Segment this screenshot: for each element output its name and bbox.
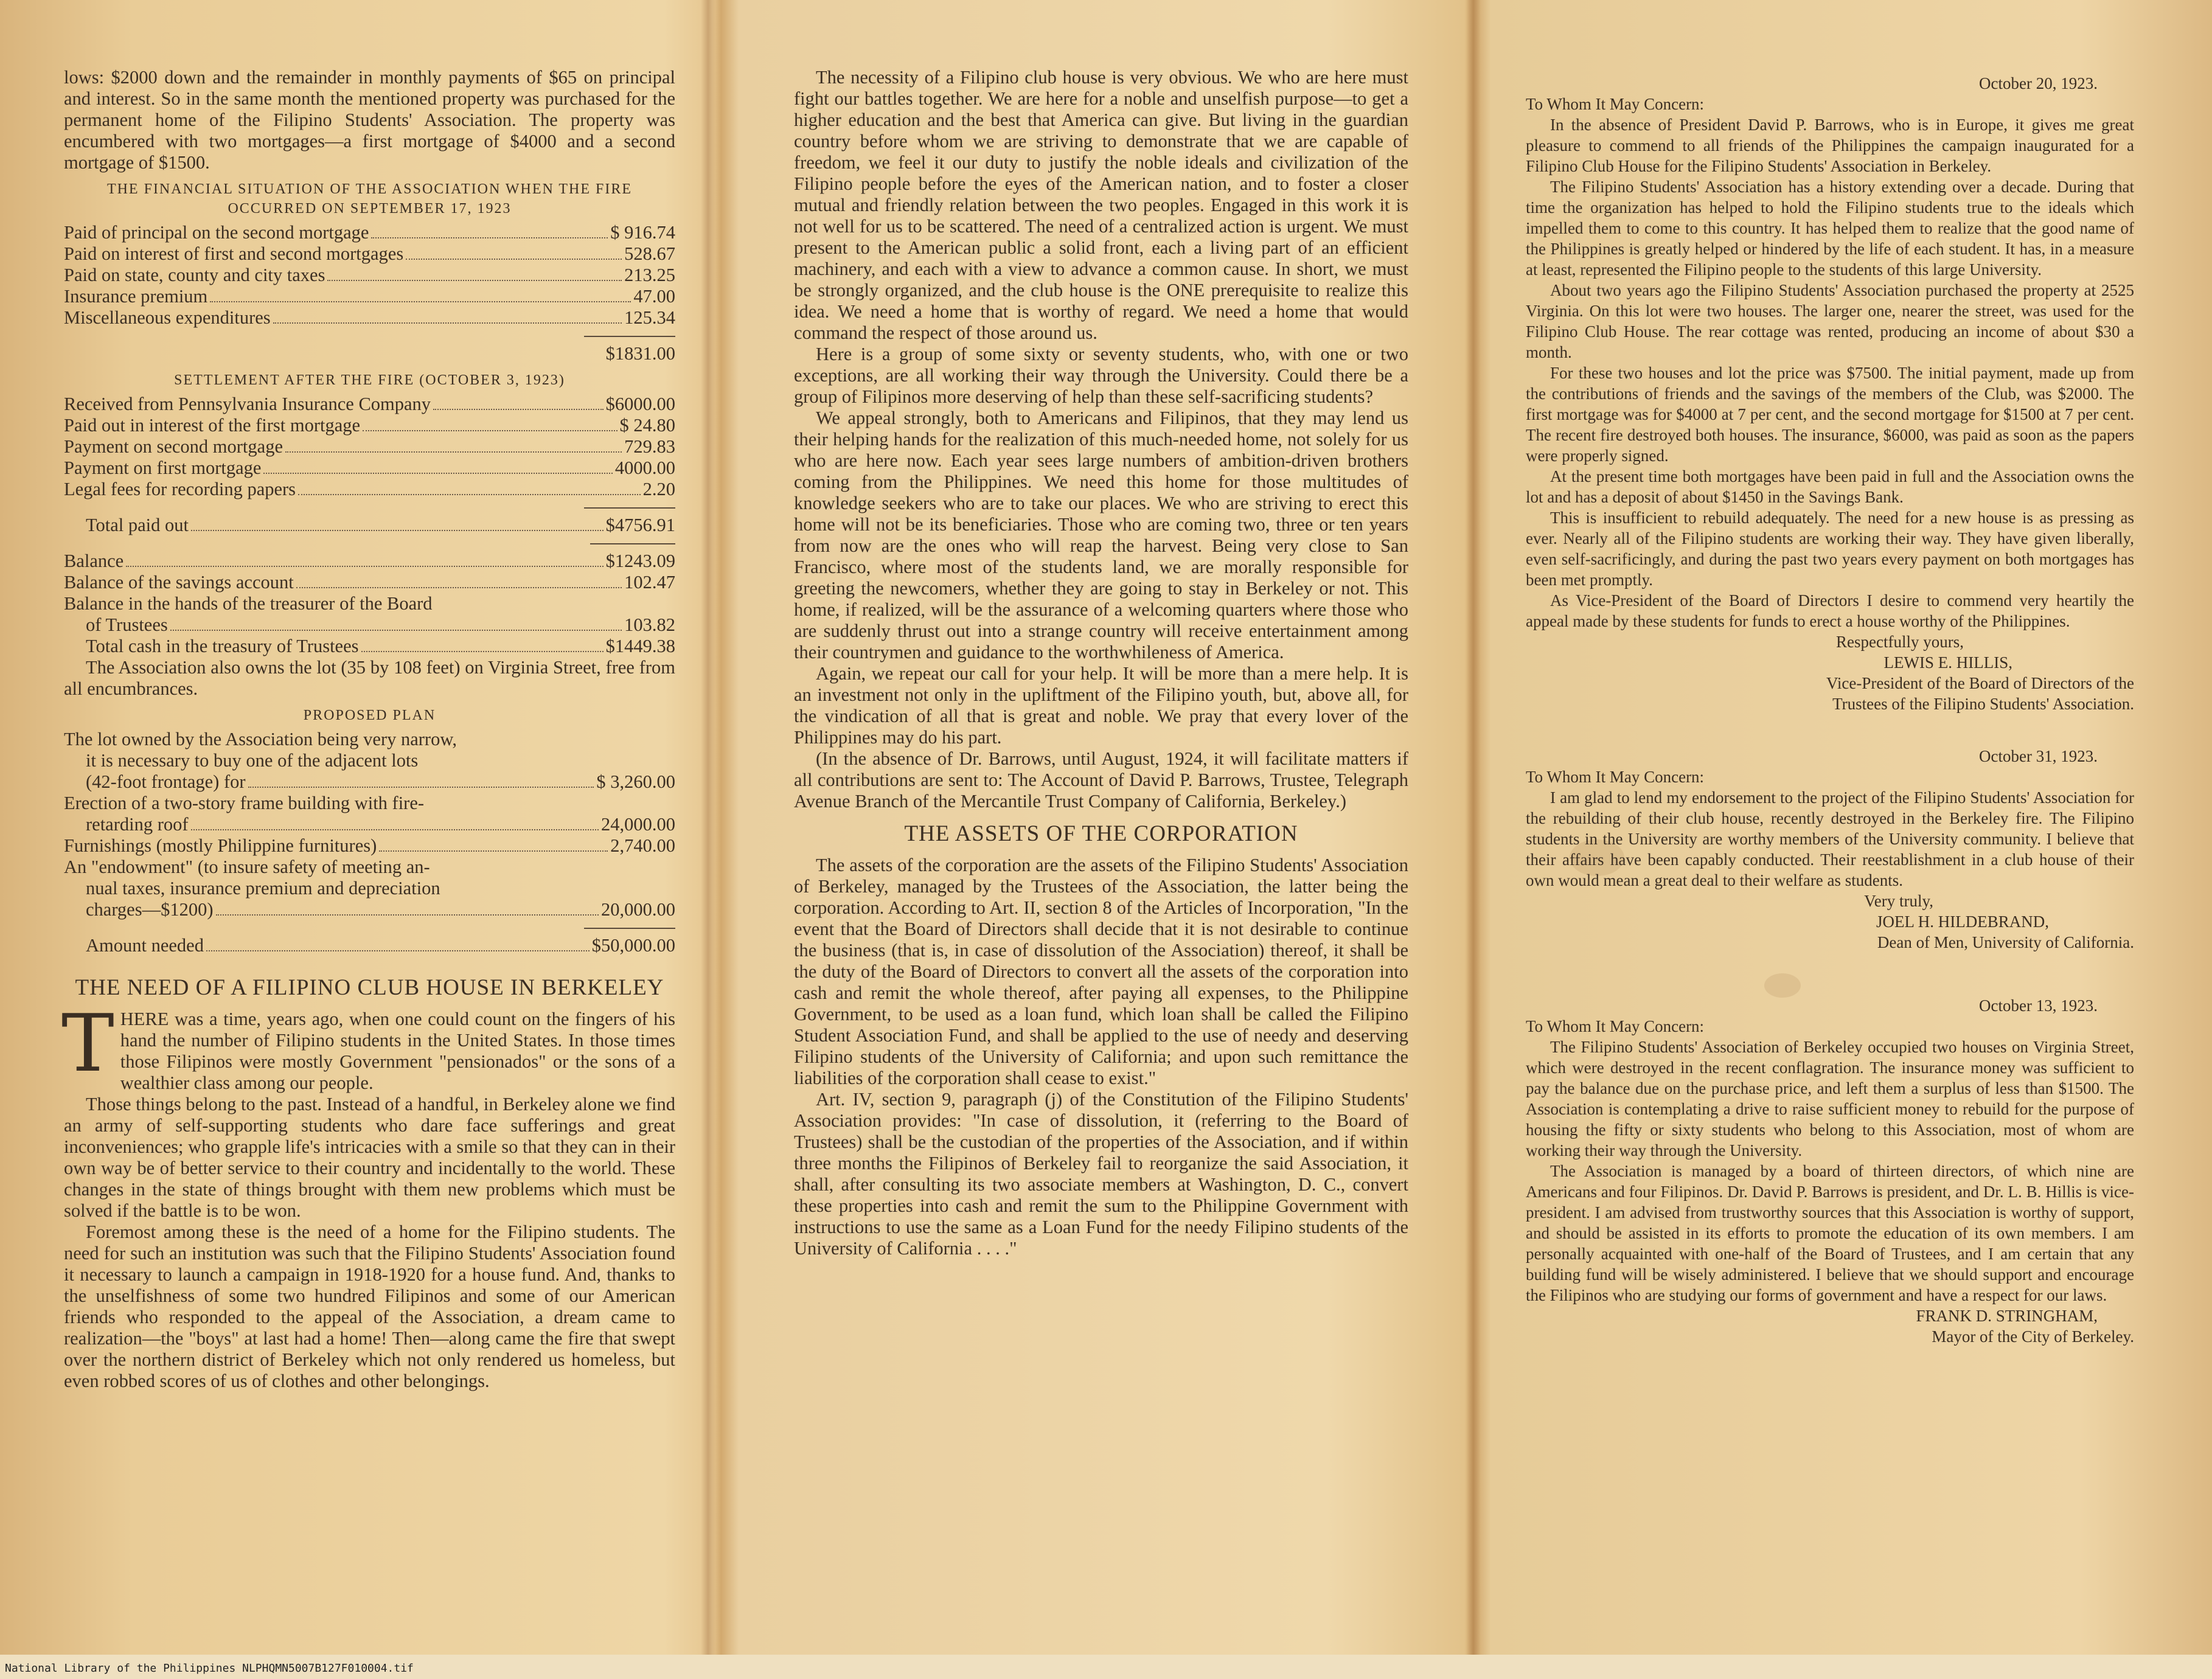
letter-1-body bbox=[1526, 114, 2134, 631]
row-label: Total cash in the treasury of Trustees bbox=[86, 636, 359, 656]
middle-paragraph-2: Here is a group of some sixty or seventy students, who, with one or two exceptions, are all working their way through the University. Could there be a group of Filipinos more deserving of help than these self-sacrificing students? bbox=[794, 344, 1408, 407]
row-label: retarding roof bbox=[86, 814, 189, 835]
letter-1-closing: Respectfully yours, bbox=[1836, 633, 1964, 651]
row-amount: 4000.00 bbox=[614, 457, 675, 478]
total-rule bbox=[584, 928, 675, 929]
letter-paragraph: The Association is managed by a board of thirteen directors, of which nine are Americans and four Filipinos. Dr. David P. Barrows is president, and Dr. L. B. Hillis is vice-president. I am advised from trustworthy sources that this Association is worthy of support, and should be assisted in its efforts to promote the education of its own members. I am personally acquainted with one-half of the Board of Trustees, and I am certain that any building fund will be wisely administered. I believe that we should support and encourage the Filipinos who are studying our forms of government and have a respect for our laws. bbox=[1526, 1162, 2134, 1304]
row-amount: $1449.38 bbox=[605, 636, 675, 656]
letter-1-title-1: Vice-President of the Board of Directors of the bbox=[1826, 674, 2134, 692]
leader-dots bbox=[379, 850, 608, 852]
row-amount: 20,000.00 bbox=[601, 899, 675, 920]
leader-dots bbox=[210, 301, 631, 302]
table-row bbox=[64, 857, 675, 878]
archive-footer: National Library of the Philippines NLPHQMN5007B127F010004.tif bbox=[5, 1662, 414, 1675]
middle-paragraph-1: The necessity of a Filipino club house is very obvious. We who are here must fight our battles together. We are here for a noble and unselfish purpose—to get a higher education and the best that America can give. But living in the guardian country before whom we are striving to demonstrate that we are capable of freedom, we feel it our duty to justify the noble ideals and civilization of the Filipino people before the eyes of the American nation, and to foster a closer mutual and friendly relation between the two peoples. Engaged in this work it is not well for us to be scattered. The need of a centralized action is urgent. We must present to the American public a solid front, each a living part of an efficient machinery, and each with a view to advance a common cause. In short, we must be strongly organized, and the club house is the ONE prerequisite to realize this idea. We need a home that is worthy of regard. We need a home that would command the respect of those around us. bbox=[794, 67, 1408, 343]
need-paragraph-1-text: HERE was a time, years ago, when one could count on the fingers of his hand the number of Filipino students in the United States. In those times those Filipinos were mostly Government "pensionados" or the sons of a wealthier class among our people. bbox=[120, 1009, 675, 1093]
letter-2-title: Dean of Men, University of California. bbox=[1877, 933, 2134, 951]
row-amount: $1243.09 bbox=[605, 551, 675, 571]
fold-crease-left bbox=[701, 0, 715, 1655]
row-label: it is necessary to buy one of the adjacent lots bbox=[86, 750, 419, 771]
letter-2-date: October 31, 1923. bbox=[1979, 747, 2098, 765]
leader-dots bbox=[191, 829, 599, 830]
row-amount: 729.83 bbox=[624, 436, 675, 457]
settlement-table bbox=[64, 394, 675, 500]
row-label: Paid out in interest of the first mortgage bbox=[64, 415, 361, 436]
row-amount: 213.25 bbox=[624, 265, 675, 285]
letter-paragraph: As Vice-President of the Board of Directors I desire to commend very heartily the appeal made by these students for funds to erect a house worthy of the Philippines. bbox=[1526, 591, 2134, 630]
assets-paragraph-1: The assets of the corporation are the assets of the Filipino Students' Association of Berkeley, managed by the Trustees of the Association, the latter being the corporation. According to Art. II, section 8 of the Articles of Incorporation, "In the event that the Board of Directors shall decide that it is not desirable to continue the business (that is, in case of dissolution of the Association) thereof, it shall be the duty of the Board of Directors to convert all the assets of the corporation into cash and remit the whole thereof, after paying all expenses, to the Philippine Government, to be used as a loan fund, which loan shall be called the Filipino Student Association Fund, and shall be applied to the use of needy and deserving Filipino students of the University of California; and upon such remittance the liabilities of the corporation shall cease to exist." bbox=[794, 855, 1408, 1088]
letter-2-signatory: JOEL H. HILDEBRAND, bbox=[1876, 912, 2049, 931]
letter-3-body bbox=[1526, 1037, 2134, 1305]
need-paragraph-1 bbox=[61, 997, 675, 1094]
financial-heading: THE FINANCIAL SITUATION OF THE ASSOCIATION WHEN THE FIRE OCCURRED ON SEPTEMBER 17, 1923 bbox=[106, 181, 633, 217]
table-row bbox=[64, 899, 675, 920]
row-label: Legal fees for recording papers bbox=[64, 479, 296, 499]
row-label: nual taxes, insurance premium and depreciation bbox=[86, 878, 440, 899]
fold-crease-right bbox=[1466, 0, 1481, 1655]
letter-3-signatory: FRANK D. STRINGHAM, bbox=[1916, 1307, 2098, 1325]
balance-table bbox=[64, 551, 675, 657]
total-rule bbox=[584, 336, 675, 337]
table-row bbox=[64, 793, 675, 814]
row-label: Paid on interest of first and second mortgages bbox=[64, 243, 404, 264]
table-row bbox=[64, 814, 675, 835]
table-row bbox=[64, 750, 675, 771]
table-row bbox=[64, 614, 675, 636]
table-row bbox=[64, 479, 675, 500]
table-row bbox=[64, 457, 675, 479]
leader-dots bbox=[170, 630, 622, 631]
middle-paragraph-3: We appeal strongly, both to Americans and Filipinos, that they may lend us their helping hands for the realization of this much-needed home, not solely for us who are here now. Each year sees large numbers of ambition-driven brothers coming from the Philippines. We need this home for those multitudes of knowledge seekers who are to take our places. We who are striving to erect this home will not be its beneficiaries. Those who are coming two, three or ten years from now are the ones who will reap the harvest. Being very close to San Francisco, where most of the students land, we are morally responsible for greeting the newcomers, whether they are going to stay in Berkeley or not. This home, if realized, will be the assurance of a welcoming quarters where those who are suddenly thrust out into a strange country will receive entertainment among their countrymen and guidance to the worthwhileness of America. bbox=[794, 408, 1408, 662]
plan-table bbox=[64, 729, 675, 920]
row-label: Insurance premium bbox=[64, 286, 208, 307]
row-amount: 528.67 bbox=[624, 243, 675, 264]
letter-3-date: October 13, 1923. bbox=[1979, 996, 2098, 1015]
table-row bbox=[64, 729, 675, 750]
column-middle bbox=[794, 67, 1408, 1259]
assets-heading: THE ASSETS OF THE CORPORATION bbox=[904, 821, 1298, 846]
leader-dots bbox=[248, 787, 594, 788]
letter-3-title: Mayor of the City of Berkeley. bbox=[1932, 1327, 2134, 1346]
table-row bbox=[64, 222, 675, 243]
row-amount: 102.47 bbox=[624, 572, 675, 593]
table-row bbox=[64, 636, 675, 657]
row-amount: 2.20 bbox=[642, 479, 675, 499]
row-label: Paid on state, county and city taxes bbox=[64, 265, 325, 285]
letter-2-closing: Very truly, bbox=[1864, 892, 1933, 910]
table-row bbox=[64, 593, 675, 614]
leader-dots bbox=[285, 451, 622, 453]
assets-paragraph-2: Art. IV, section 9, paragraph (j) of the Constitution of the Filipino Students' Association provides: "In case of dissolution, it (referring to the Board of Trustees) shall be the custodian of the properties of the Association, and if within three months the Filipinos of Berkeley fail to reorganize the said Association, it shall, after consulting its two associate members at Washington, D. C., convert these properties into cash and remit the sum to the Philippine Government with instructions to use the same as a Loan Fund for the needy Filipino students of the University of California . . . ." bbox=[794, 1089, 1408, 1259]
table-row bbox=[64, 307, 675, 328]
table-row bbox=[64, 551, 675, 572]
column-right bbox=[1526, 73, 2134, 1347]
settlement-heading: SETTLEMENT AFTER THE FIRE (OCTOBER 3, 1923) bbox=[174, 372, 565, 388]
letter-paragraph: I am glad to lend my endorsement to the project of the Filipino Students' Association for the rebuilding of their club house, recently destroyed in the Berkeley fire. The Filipino students in the University are worthy members of the University community. I believe that their affairs have been capably conducted. Their reestablishment in a club house of their own would mean a great deal to their welfare as students. bbox=[1526, 788, 2134, 889]
table-row bbox=[64, 835, 675, 857]
middle-paragraph-4: Again, we repeat our call for your help. It will be more than a mere help. It is an investment not only in the upliftment of the Filipino youth, but, above all, for the vindication of all that is great and noble. We pray that every lover of the Philippines may do his part. bbox=[794, 663, 1408, 748]
row-amount: $ 3,260.00 bbox=[596, 771, 675, 792]
row-label: Payment on second mortgage bbox=[64, 436, 283, 457]
row-label: of Trustees bbox=[86, 614, 168, 635]
letter-1-date: October 20, 1923. bbox=[1979, 74, 2098, 92]
table-row bbox=[64, 243, 675, 265]
row-label: Erection of a two-story frame building with fire- bbox=[64, 793, 425, 813]
row-label: Miscellaneous expenditures bbox=[64, 307, 271, 328]
row-amount: $ 24.80 bbox=[619, 415, 675, 436]
leader-dots bbox=[406, 259, 622, 260]
total-rule bbox=[584, 507, 675, 509]
letter-paragraph: The Filipino Students' Association has a history extending over a decade. During that time the organization has helped to hold the Filipino students true to the ideals which impelled them to come to this country. It has helped them to realize that the good name of the Philippines is greatly helped or hindered by the life of each student. It has, in a measure at least, represented the Filipino people to the students of this large University. bbox=[1526, 178, 2134, 279]
lot-note: The Association also owns the lot (35 by 108 feet) on Virginia Street, free from all encumbrances. bbox=[64, 657, 675, 699]
leader-dots bbox=[361, 651, 603, 652]
letter-1-salutation: To Whom It May Concern: bbox=[1526, 95, 1705, 113]
letter-1-title-2: Trustees of the Filipino Students' Association. bbox=[1832, 695, 2134, 713]
financial-total: $1831.00 bbox=[605, 343, 675, 364]
table-row bbox=[64, 286, 675, 307]
total-paid-row bbox=[64, 515, 675, 536]
letter-paragraph: For these two houses and lot the price was $7500. The initial payment, made up from the contributions of friends and the savings of the members of the Club, was $2000. The first mortgage was for $4000 at 7 per cent, and the second mortgage for $1500 at 7 per cent. The recent fire destroyed both houses. The insurance, $6000, was paid as soon as the papers were properly signed. bbox=[1526, 364, 2134, 465]
letter-paragraph: About two years ago the Filipino Students' Association purchased the property at 2525 Virginia. On this lot were two houses. The larger one, nearer the street, was used for the Filipino Club House. The rear cottage was rented, producing an income of about $30 a month. bbox=[1526, 281, 2134, 361]
column-left bbox=[61, 67, 675, 1392]
leader-dots bbox=[327, 280, 622, 281]
amount-needed-row bbox=[64, 935, 675, 956]
row-label: Furnishings (mostly Philippine furnitures) bbox=[64, 835, 377, 856]
row-label: Balance of the savings account bbox=[64, 572, 294, 593]
leader-dots bbox=[191, 530, 603, 531]
table-row bbox=[64, 265, 675, 286]
leader-dots bbox=[296, 587, 622, 588]
table-row bbox=[64, 394, 675, 415]
letter-paragraph: This is insufficient to rebuild adequately. The need for a new house is as pressing as ever. Nearly all of the Filipino students are working their way. They have given liberally, even self-sacrificingly, and during the past two years every payment on both mortgages has been met promptly. bbox=[1526, 509, 2134, 589]
row-amount: 47.00 bbox=[633, 286, 675, 307]
row-amount: $ 916.74 bbox=[610, 222, 675, 243]
row-amount: $6000.00 bbox=[605, 394, 675, 414]
leader-dots bbox=[126, 566, 603, 567]
letter-2-body bbox=[1526, 787, 2134, 891]
leader-dots bbox=[263, 473, 612, 474]
row-label: Received from Pennsylvania Insurance Company bbox=[64, 394, 431, 414]
leader-dots bbox=[371, 237, 608, 238]
table-row bbox=[64, 771, 675, 793]
intro-paragraph: lows: $2000 down and the remainder in monthly payments of $65 on principal and interest. So in the same month the mentioned property was purchased for the permanent home of the Filipino Students' Association. The property was encumbered with two mortgages—a first mortgage of $4000 and a second mortgage of $1500. bbox=[64, 67, 675, 173]
leader-dots bbox=[363, 430, 617, 431]
row-amount: 103.82 bbox=[624, 614, 675, 635]
row-amount: 24,000.00 bbox=[601, 814, 675, 835]
row-amount: 125.34 bbox=[624, 307, 675, 328]
table-row bbox=[64, 878, 675, 899]
amount-needed-label: Amount needed bbox=[86, 935, 204, 956]
total-paid-label: Total paid out bbox=[86, 515, 189, 535]
row-label: The lot owned by the Association being very narrow, bbox=[64, 729, 457, 749]
row-label: Paid of principal on the second mortgage bbox=[64, 222, 369, 243]
row-amount: 2,740.00 bbox=[610, 835, 675, 856]
row-label: Balance bbox=[64, 551, 124, 571]
amount-needed-value: $50,000.00 bbox=[591, 935, 675, 956]
letter-paragraph: At the present time both mortgages have been paid in full and the Association owns the lot and has a deposit of about $1450 in the Savings Bank. bbox=[1526, 467, 2134, 506]
row-label: Balance in the hands of the treasurer of the Board bbox=[64, 593, 433, 614]
letter-3-salutation: To Whom It May Concern: bbox=[1526, 1017, 1705, 1035]
leader-dots bbox=[216, 914, 599, 916]
need-heading: THE NEED OF A FILIPINO CLUB HOUSE IN BERKELEY bbox=[75, 975, 664, 1000]
total-rule bbox=[590, 543, 675, 544]
financial-table bbox=[64, 222, 675, 328]
total-paid-amount: $4756.91 bbox=[605, 515, 675, 535]
letter-paragraph: In the absence of President David P. Barrows, who is in Europe, it gives me great pleasure to commend to all friends of the Philippines the campaign inaugurated for a Filipino Club House for the Filipino Students' Association in Berkeley. bbox=[1526, 116, 2134, 175]
letter-paragraph: The Filipino Students' Association of Berkeley occupied two houses on Virginia Street, which were destroyed in the recent conflagration. The insurance money was sufficient to pay the balance due on the purchase price, and left them a surplus of less than $1500. The Association is contemplating a drive to raise sufficient money to rebuild for the purpose of housing the fifty or sixty students who belong to this Association, most of whom are working their way through the University. bbox=[1526, 1038, 2134, 1159]
table-row bbox=[64, 572, 675, 593]
table-row bbox=[64, 436, 675, 457]
middle-paragraph-5: (In the absence of Dr. Barrows, until August, 1924, it will facilitate matters if all contributions are sent to: The Account of David P. Barrows, Trustee, Telegraph Avenue Branch of the Mercantile Trust Company of California, Berkeley.) bbox=[794, 748, 1408, 812]
row-label: An "endowment" (to insure safety of meeting an- bbox=[64, 857, 430, 877]
letter-1-signatory: LEWIS E. HILLIS, bbox=[1883, 653, 2012, 672]
leader-dots bbox=[273, 322, 622, 324]
letter-2-salutation: To Whom It May Concern: bbox=[1526, 768, 1705, 786]
need-paragraph-3: Foremost among these is the need of a home for the Filipino students. The need for such an institution was such that the Filipino Students' Association found it necessary to launch a campaign in 1918-1920 for a house fund. And, thanks to the unselfishness of some two hundred Filipinos and some of our American friends who responded to the appeal of the Association, a dream came to realization—the "boys" at last had a home! Then—along came the fire that swept over the northern district of Berkeley which not only rendered us homeless, but even robbed scores of us of clothes and other belongings. bbox=[64, 1222, 675, 1391]
financial-total-row bbox=[64, 343, 675, 364]
plan-heading: PROPOSED PLAN bbox=[303, 707, 436, 723]
leader-dots bbox=[206, 950, 590, 951]
leader-dots bbox=[433, 409, 603, 410]
table-row bbox=[64, 415, 675, 436]
row-label: Payment on first mortgage bbox=[64, 457, 262, 478]
need-paragraph-2: Those things belong to the past. Instead of a handful, in Berkeley alone we find an army of self-supporting students who dare face sufferings and great inconveniences; who grapple life's intricacies with a smile so that they can in their own way be of better service to their country and incidentally to the world. These changes in the state of things brought with them new problems which must be solved if the battle is to be won. bbox=[64, 1094, 675, 1221]
row-label: (42-foot frontage) for bbox=[86, 771, 246, 792]
drop-cap: T bbox=[61, 997, 114, 1090]
leader-dots bbox=[298, 494, 641, 495]
row-label: charges—$1200) bbox=[86, 899, 214, 920]
